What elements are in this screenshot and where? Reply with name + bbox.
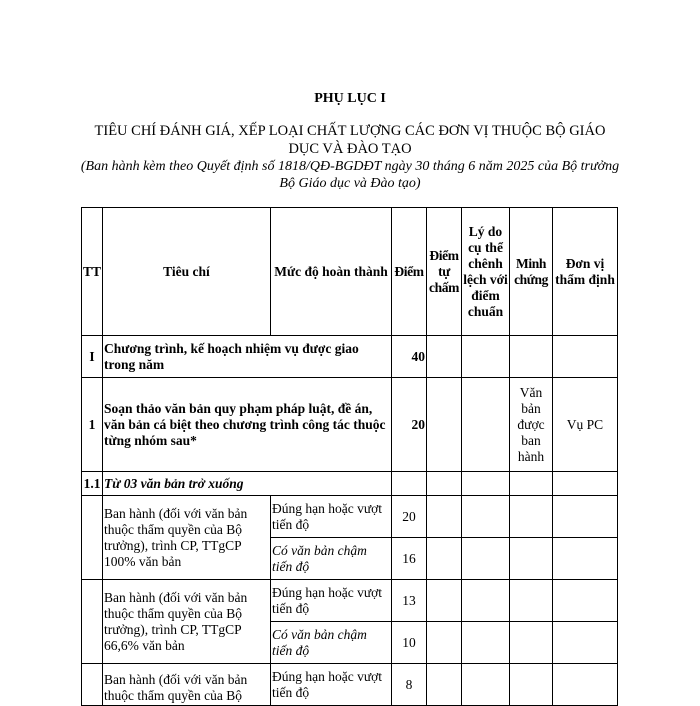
table-row-group-last-ontime <box>82 664 618 706</box>
cell-assessor <box>553 336 618 378</box>
cell-reason <box>462 538 510 580</box>
cell-assessor <box>553 622 618 664</box>
cell-score <box>392 472 427 496</box>
cell-score: 40 <box>392 336 427 378</box>
cell-self-score <box>427 622 462 664</box>
cell-evidence <box>510 538 553 580</box>
cell-evidence: Văn bản được ban hành <box>510 378 553 472</box>
cell-tt <box>82 580 103 664</box>
cell-level: Đúng hạn hoặc vượt tiến độ <box>271 496 392 538</box>
cell-assessor: Vụ PC <box>553 378 618 472</box>
cell-score: 20 <box>392 378 427 472</box>
table-row-item-1-1 <box>82 472 618 496</box>
header-score: Điểm <box>392 208 427 336</box>
cell-score: 20 <box>392 496 427 538</box>
cell-level: Có văn bản chậm tiến độ <box>271 538 392 580</box>
cell-score: 16 <box>392 538 427 580</box>
table-row-section-1 <box>82 336 618 378</box>
cell-reason <box>462 496 510 538</box>
cell-self-score <box>427 472 462 496</box>
cell-assessor <box>553 580 618 622</box>
cell-assessor <box>553 664 618 706</box>
cell-tt <box>82 664 103 706</box>
table-header-row <box>82 208 618 336</box>
table-row-group-100-ontime <box>82 496 618 538</box>
cell-evidence <box>510 622 553 664</box>
cell-assessor <box>553 472 618 496</box>
document-heading: TIÊU CHÍ ĐÁNH GIÁ, XẾP LOẠI CHẤT LƯỢNG CÁC ĐƠN VỊ THUỘC BỘ GIÁO DỤC VÀ ĐÀO TẠO <box>94 123 606 157</box>
cell-reason <box>462 622 510 664</box>
cell-tt: I <box>82 336 103 378</box>
cell-evidence <box>510 664 553 706</box>
cell-criterion: Ban hành (đối với văn bản thuộc thẩm quyền của Bộ trưởng), trình CP, TTgCP 100% văn bản <box>103 496 271 580</box>
table-row-group-66-ontime <box>82 580 618 622</box>
cell-self-score <box>427 580 462 622</box>
cell-reason <box>462 664 510 706</box>
header-criterion: Tiêu chí <box>103 208 271 336</box>
cell-level: Đúng hạn hoặc vượt tiến độ <box>271 664 392 706</box>
header-evidence: Minh chứng <box>510 208 553 336</box>
cell-evidence <box>510 472 553 496</box>
cell-level: Có văn bản chậm tiến độ <box>271 622 392 664</box>
cell-tt: 1 <box>82 378 103 472</box>
cell-self-score <box>427 538 462 580</box>
cell-evidence <box>510 496 553 538</box>
cell-score: 8 <box>392 664 427 706</box>
cell-criterion: Soạn thảo văn bản quy phạm pháp luật, đề án, văn bản cá biệt theo chương trình công tác thuộc từng nhóm sau* <box>103 378 392 472</box>
cell-assessor <box>553 538 618 580</box>
cell-self-score <box>427 496 462 538</box>
header-reason: Lý do cụ thể chênh lệch với điểm chuẩn <box>462 208 510 336</box>
header-tt: TT <box>82 208 103 336</box>
cell-reason <box>462 472 510 496</box>
cell-self-score <box>427 336 462 378</box>
cell-tt <box>82 496 103 580</box>
cell-score: 13 <box>392 580 427 622</box>
appendix-title: PHỤ LỤC I <box>314 91 386 106</box>
cell-evidence <box>510 336 553 378</box>
cell-criterion: Ban hành (đối với văn bản thuộc thẩm quyền của Bộ <box>103 664 271 706</box>
cell-score: 10 <box>392 622 427 664</box>
cell-reason <box>462 378 510 472</box>
cell-level: Đúng hạn hoặc vượt tiến độ <box>271 580 392 622</box>
cell-tt: 1.1 <box>82 472 103 496</box>
header-self-score: Điểm tự chấm <box>427 208 462 336</box>
cell-criterion: Ban hành (đối với văn bản thuộc thẩm quyền của Bộ trưởng), trình CP, TTgCP 66,6% văn bản <box>103 580 271 664</box>
table-row-item-1 <box>82 378 618 472</box>
criteria-table <box>81 207 618 706</box>
header-level: Mức độ hoàn thành <box>271 208 392 336</box>
header-assessor: Đơn vị thẩm định <box>553 208 618 336</box>
cell-self-score <box>427 664 462 706</box>
cell-reason <box>462 336 510 378</box>
cell-evidence <box>510 580 553 622</box>
document-subheading: (Ban hành kèm theo Quyết định số 1818/QĐ-BGDĐT ngày 30 tháng 6 năm 2025 của Bộ trưởng Bộ Giáo dục và Đào tạo) <box>80 159 620 191</box>
cell-assessor <box>553 496 618 538</box>
cell-criterion: Chương trình, kế hoạch nhiệm vụ được giao trong năm <box>103 336 392 378</box>
cell-self-score <box>427 378 462 472</box>
cell-reason <box>462 580 510 622</box>
cell-criterion: Từ 03 văn bản trở xuống <box>103 472 392 496</box>
